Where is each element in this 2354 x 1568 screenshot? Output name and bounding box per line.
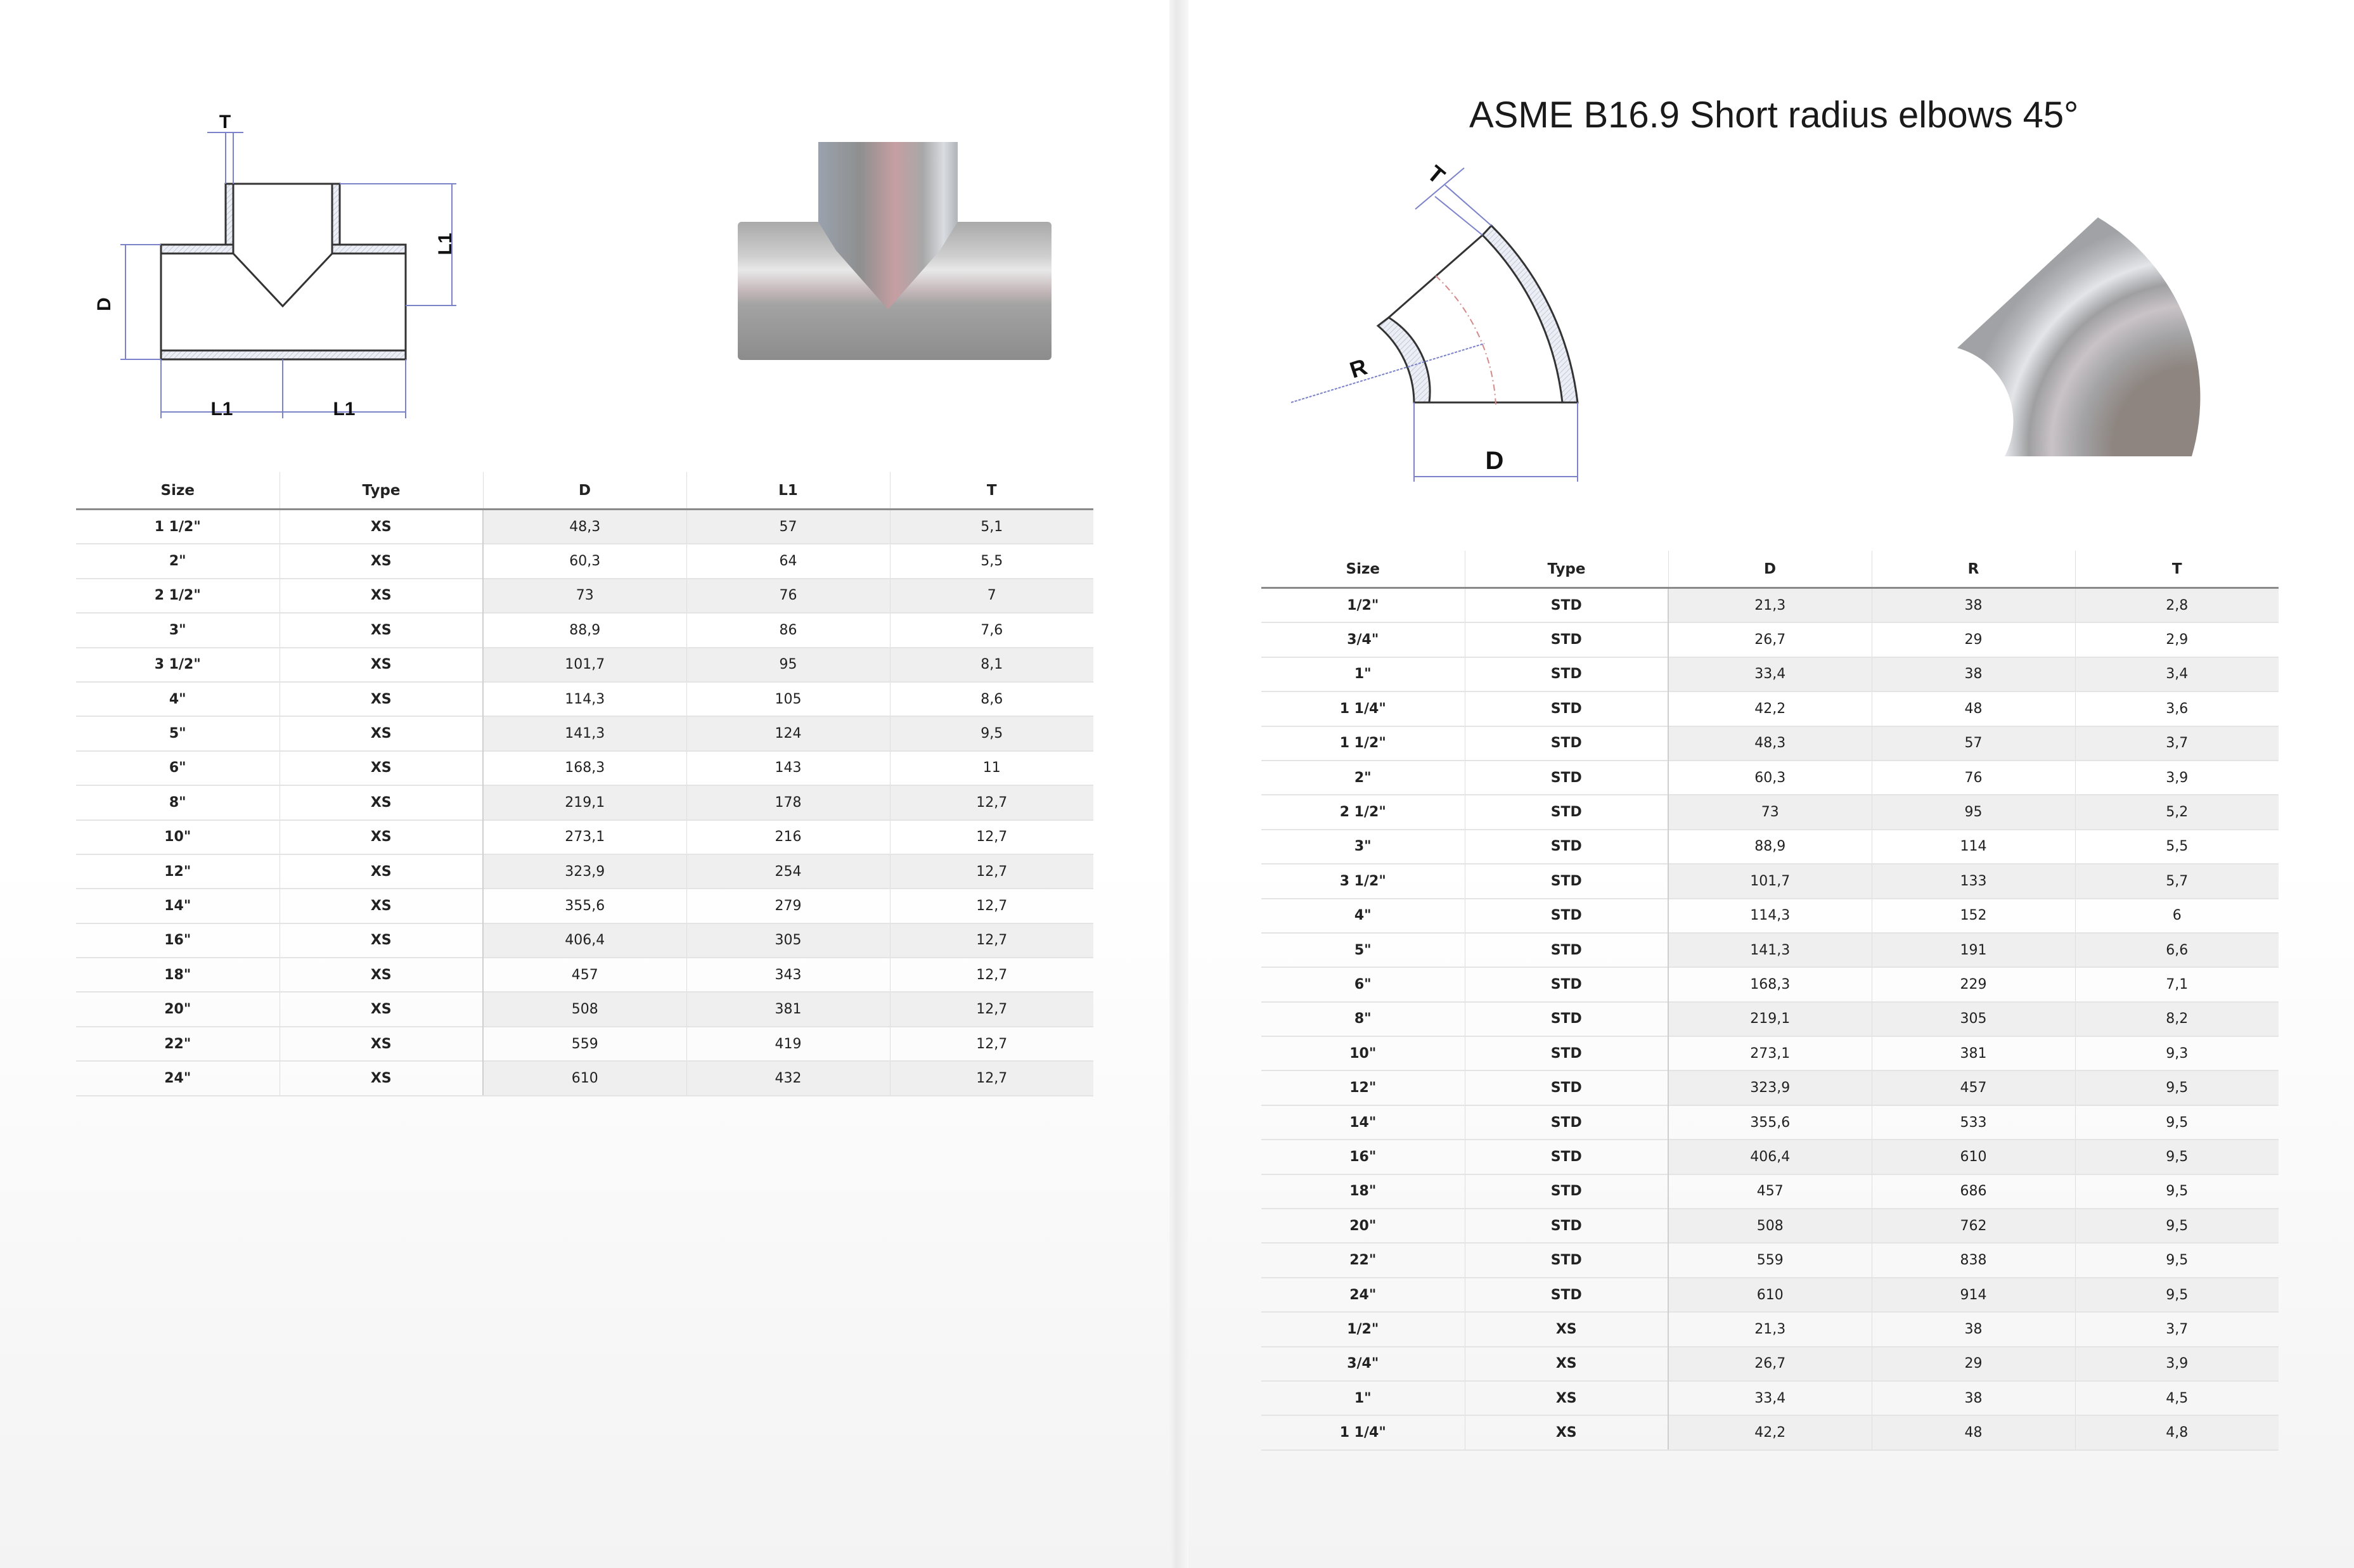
- table-row: [76, 751, 1093, 785]
- cell-size: 16": [1261, 1140, 1465, 1174]
- cell-t: 9,3: [2075, 1036, 2279, 1070]
- cell-2: 191: [1872, 933, 2075, 967]
- cell-type: XS: [280, 613, 483, 647]
- cell-d: 73: [483, 579, 686, 613]
- table-row: [1261, 1347, 2279, 1381]
- table-row: [76, 992, 1093, 1026]
- cell-size: 2 1/2": [1261, 795, 1465, 829]
- cell-2: 305: [686, 923, 890, 958]
- cell-d: 559: [1668, 1243, 1872, 1277]
- header-type: Type: [280, 472, 483, 510]
- cell-d: 508: [1668, 1209, 1872, 1243]
- cell-2: 57: [686, 510, 890, 544]
- cell-d: 273,1: [483, 820, 686, 854]
- cell-d: 141,3: [1668, 933, 1872, 967]
- cell-t: 12,7: [890, 1027, 1093, 1061]
- cell-type: XS: [280, 544, 483, 578]
- cell-d: 168,3: [483, 751, 686, 785]
- cell-2: 178: [686, 785, 890, 819]
- cell-t: 4,8: [2075, 1415, 2279, 1449]
- tee-label-l1-right: L1: [333, 399, 356, 420]
- cell-2: 381: [686, 992, 890, 1026]
- cell-type: STD: [1465, 761, 1668, 795]
- cell-size: 2": [76, 544, 280, 578]
- cell-size: 20": [76, 992, 280, 1026]
- cell-size: 12": [76, 854, 280, 889]
- cell-t: 5,1: [890, 510, 1093, 544]
- cell-d: 219,1: [1668, 1002, 1872, 1036]
- cell-d: 88,9: [1668, 830, 1872, 864]
- cell-d: 60,3: [1668, 761, 1872, 795]
- cell-d: 323,9: [483, 854, 686, 889]
- table-row: [76, 820, 1093, 854]
- table-row: [1261, 830, 2279, 864]
- cell-type: STD: [1465, 1036, 1668, 1070]
- elbow-45-dimension-diagram: [1280, 152, 1610, 532]
- cell-type: STD: [1465, 933, 1668, 967]
- cell-type: XS: [280, 579, 483, 613]
- cell-t: 3,7: [2075, 1312, 2279, 1346]
- table-row: [1261, 761, 2279, 795]
- elbow-table-body: [1261, 588, 2279, 1450]
- cell-t: 7,1: [2075, 967, 2279, 1001]
- table-row: [1261, 657, 2279, 691]
- cell-2: 133: [1872, 864, 2075, 898]
- cell-type: XS: [1465, 1381, 1668, 1415]
- cell-t: 2,8: [2075, 588, 2279, 623]
- cell-type: XS: [280, 820, 483, 854]
- cell-2: 29: [1872, 622, 2075, 657]
- cell-2: 114: [1872, 830, 2075, 864]
- cell-size: 2": [1261, 761, 1465, 795]
- equal-tee-render: [729, 136, 1052, 364]
- cell-d: 21,3: [1668, 1312, 1872, 1346]
- cell-2: 64: [686, 544, 890, 578]
- cell-2: 29: [1872, 1347, 2075, 1381]
- cell-size: 1 1/4": [1261, 1415, 1465, 1449]
- cell-size: 2 1/2": [76, 579, 280, 613]
- cell-size: 6": [1261, 967, 1465, 1001]
- page-gutter: [1169, 0, 1188, 1568]
- cell-t: 5,7: [2075, 864, 2279, 898]
- cell-size: 4": [1261, 899, 1465, 933]
- cell-2: 86: [686, 613, 890, 647]
- cell-type: XS: [280, 1061, 483, 1095]
- cell-d: 73: [1668, 795, 1872, 829]
- header-size: Size: [76, 472, 280, 510]
- cell-t: 8,1: [890, 648, 1093, 682]
- cell-type: STD: [1465, 1209, 1668, 1243]
- cell-size: 24": [1261, 1278, 1465, 1312]
- cell-2: 914: [1872, 1278, 2075, 1312]
- cell-d: 219,1: [483, 785, 686, 819]
- elbow-dimensions-table: [1261, 551, 2279, 1451]
- cell-d: 88,9: [483, 613, 686, 647]
- cell-d: 42,2: [1668, 691, 1872, 726]
- cell-t: 9,5: [2075, 1278, 2279, 1312]
- cell-size: 3": [76, 613, 280, 647]
- cell-size: 3": [1261, 830, 1465, 864]
- cell-type: STD: [1465, 622, 1668, 657]
- table-row: [76, 1027, 1093, 1061]
- cell-t: 9,5: [2075, 1209, 2279, 1243]
- cell-2: 57: [1872, 726, 2075, 761]
- cell-2: 152: [1872, 899, 2075, 933]
- cell-2: 229: [1872, 967, 2075, 1001]
- cell-type: STD: [1465, 795, 1668, 829]
- cell-2: 76: [686, 579, 890, 613]
- cell-2: 419: [686, 1027, 890, 1061]
- table-row: [76, 579, 1093, 613]
- header-l1: L1: [686, 472, 890, 510]
- cell-t: 9,5: [2075, 1174, 2279, 1209]
- cell-2: 143: [686, 751, 890, 785]
- cell-size: 1": [1261, 1381, 1465, 1415]
- cell-2: 124: [686, 716, 890, 750]
- table-row: [1261, 899, 2279, 933]
- table-row: [1261, 1070, 2279, 1105]
- cell-2: 457: [1872, 1070, 2075, 1105]
- cell-type: STD: [1465, 1174, 1668, 1209]
- table-row: [1261, 622, 2279, 657]
- cell-2: 838: [1872, 1243, 2075, 1277]
- cell-t: 3,4: [2075, 657, 2279, 691]
- cell-size: 12": [1261, 1070, 1465, 1105]
- cell-type: XS: [280, 854, 483, 889]
- table-row: [76, 510, 1093, 544]
- header-t: T: [2075, 551, 2279, 588]
- cell-d: 21,3: [1668, 588, 1872, 623]
- cell-type: XS: [280, 751, 483, 785]
- table-row: [1261, 795, 2279, 829]
- cell-d: 48,3: [1668, 726, 1872, 761]
- table-row: [76, 889, 1093, 923]
- cell-d: 33,4: [1668, 1381, 1872, 1415]
- cell-t: 4,5: [2075, 1381, 2279, 1415]
- tee-dimension-diagram: [89, 101, 482, 431]
- cell-type: STD: [1465, 1278, 1668, 1312]
- cell-2: 105: [686, 682, 890, 716]
- cell-size: 6": [76, 751, 280, 785]
- elbow-45-render: [1952, 212, 2206, 459]
- cell-type: STD: [1465, 691, 1668, 726]
- cell-type: XS: [280, 1027, 483, 1061]
- cell-t: 12,7: [890, 1061, 1093, 1095]
- table-row: [1261, 1002, 2279, 1036]
- cell-size: 20": [1261, 1209, 1465, 1243]
- header-d: D: [483, 472, 686, 510]
- cell-t: 12,7: [890, 889, 1093, 923]
- table-row: [1261, 933, 2279, 967]
- cell-t: 12,7: [890, 958, 1093, 992]
- cell-type: XS: [1465, 1415, 1668, 1449]
- cell-type: STD: [1465, 967, 1668, 1001]
- elbow-label-r: R: [1346, 353, 1370, 383]
- cell-2: 343: [686, 958, 890, 992]
- table-row: [1261, 588, 2279, 623]
- cell-size: 5": [1261, 933, 1465, 967]
- table-row: [1261, 1415, 2279, 1449]
- cell-d: 273,1: [1668, 1036, 1872, 1070]
- cell-2: 533: [1872, 1105, 2075, 1140]
- table-row: [1261, 726, 2279, 761]
- cell-2: 762: [1872, 1209, 2075, 1243]
- table-row: [76, 923, 1093, 958]
- cell-d: 114,3: [1668, 899, 1872, 933]
- elbow-label-t: T: [1422, 160, 1450, 190]
- cell-d: 406,4: [1668, 1140, 1872, 1174]
- cell-2: 48: [1872, 691, 2075, 726]
- cell-d: 406,4: [483, 923, 686, 958]
- table-row: [76, 1061, 1093, 1095]
- table-row: [76, 544, 1093, 578]
- cell-size: 3/4": [1261, 622, 1465, 657]
- cell-type: STD: [1465, 657, 1668, 691]
- tee-label-l1-branch: L1: [435, 233, 456, 255]
- cell-type: STD: [1465, 726, 1668, 761]
- cell-t: 7,6: [890, 613, 1093, 647]
- table-row: [76, 648, 1093, 682]
- cell-t: 5,5: [2075, 830, 2279, 864]
- cell-2: 38: [1872, 1381, 2075, 1415]
- cell-2: 305: [1872, 1002, 2075, 1036]
- cell-type: XS: [280, 923, 483, 958]
- cell-size: 3 1/2": [1261, 864, 1465, 898]
- cell-2: 432: [686, 1061, 890, 1095]
- cell-d: 114,3: [483, 682, 686, 716]
- cell-t: 6,6: [2075, 933, 2279, 967]
- cell-t: 3,9: [2075, 1347, 2279, 1381]
- cell-d: 323,9: [1668, 1070, 1872, 1105]
- cell-type: XS: [280, 958, 483, 992]
- cell-type: XS: [280, 682, 483, 716]
- cell-2: 76: [1872, 761, 2075, 795]
- cell-size: 10": [76, 820, 280, 854]
- cell-d: 508: [483, 992, 686, 1026]
- cell-t: 2,9: [2075, 622, 2279, 657]
- cell-2: 48: [1872, 1415, 2075, 1449]
- cell-size: 5": [76, 716, 280, 750]
- table-row: [76, 854, 1093, 889]
- cell-t: 8,2: [2075, 1002, 2279, 1036]
- page-title: ASME B16.9 Short radius elbows 45°: [1469, 94, 2079, 136]
- cell-d: 610: [483, 1061, 686, 1095]
- cell-d: 355,6: [483, 889, 686, 923]
- cell-size: 18": [76, 958, 280, 992]
- cell-type: STD: [1465, 830, 1668, 864]
- cell-2: 279: [686, 889, 890, 923]
- table-header-row: [76, 472, 1093, 510]
- cell-t: 12,7: [890, 785, 1093, 819]
- cell-size: 1 1/4": [1261, 691, 1465, 726]
- cell-size: 22": [76, 1027, 280, 1061]
- cell-type: STD: [1465, 588, 1668, 623]
- tee-label-t: T: [219, 112, 231, 132]
- cell-size: 1/2": [1261, 588, 1465, 623]
- table-row: [76, 682, 1093, 716]
- cell-size: 3 1/2": [76, 648, 280, 682]
- cell-t: 5,2: [2075, 795, 2279, 829]
- cell-2: 216: [686, 820, 890, 854]
- cell-d: 355,6: [1668, 1105, 1872, 1140]
- header-type: Type: [1465, 551, 1668, 588]
- cell-type: STD: [1465, 899, 1668, 933]
- cell-t: 3,9: [2075, 761, 2279, 795]
- table-row: [76, 785, 1093, 819]
- table-row: [1261, 1209, 2279, 1243]
- cell-d: 48,3: [483, 510, 686, 544]
- cell-type: XS: [280, 510, 483, 544]
- cell-d: 457: [483, 958, 686, 992]
- cell-2: 254: [686, 854, 890, 889]
- header-r: R: [1872, 551, 2075, 588]
- table-row: [1261, 1140, 2279, 1174]
- cell-t: 9,5: [890, 716, 1093, 750]
- cell-t: 12,7: [890, 854, 1093, 889]
- cell-d: 457: [1668, 1174, 1872, 1209]
- cell-size: 4": [76, 682, 280, 716]
- cell-d: 26,7: [1668, 1347, 1872, 1381]
- cell-t: 3,7: [2075, 726, 2279, 761]
- cell-size: 14": [1261, 1105, 1465, 1140]
- cell-type: STD: [1465, 1105, 1668, 1140]
- table-row: [1261, 1036, 2279, 1070]
- table-row: [1261, 1381, 2279, 1415]
- cell-d: 559: [483, 1027, 686, 1061]
- cell-size: 1/2": [1261, 1312, 1465, 1346]
- table-row: [1261, 1278, 2279, 1312]
- cell-t: 9,5: [2075, 1070, 2279, 1105]
- tee-label-d: D: [94, 297, 115, 311]
- table-row: [1261, 1174, 2279, 1209]
- cell-2: 95: [1872, 795, 2075, 829]
- cell-t: 6: [2075, 899, 2279, 933]
- cell-2: 381: [1872, 1036, 2075, 1070]
- table-row: [1261, 1312, 2279, 1346]
- elbow-label-d: D: [1485, 447, 1504, 475]
- cell-type: XS: [280, 785, 483, 819]
- cell-type: STD: [1465, 1140, 1668, 1174]
- header-t: T: [890, 472, 1093, 510]
- cell-2: 95: [686, 648, 890, 682]
- cell-size: 8": [1261, 1002, 1465, 1036]
- table-row: [1261, 967, 2279, 1001]
- cell-2: 38: [1872, 588, 2075, 623]
- cell-type: STD: [1465, 864, 1668, 898]
- cell-d: 141,3: [483, 716, 686, 750]
- cell-t: 12,7: [890, 992, 1093, 1026]
- cell-type: XS: [280, 889, 483, 923]
- cell-size: 1 1/2": [76, 510, 280, 544]
- cell-size: 1 1/2": [1261, 726, 1465, 761]
- table-row: [1261, 1243, 2279, 1277]
- tee-dimensions-table: [76, 472, 1093, 1096]
- table-row: [76, 716, 1093, 750]
- table-row: [76, 958, 1093, 992]
- cell-d: 101,7: [483, 648, 686, 682]
- tee-label-l1-left: L1: [210, 399, 233, 420]
- cell-d: 610: [1668, 1278, 1872, 1312]
- cell-d: 101,7: [1668, 864, 1872, 898]
- cell-type: XS: [280, 648, 483, 682]
- cell-size: 10": [1261, 1036, 1465, 1070]
- cell-size: 1": [1261, 657, 1465, 691]
- cell-d: 168,3: [1668, 967, 1872, 1001]
- cell-type: XS: [1465, 1347, 1668, 1381]
- cell-size: 24": [76, 1061, 280, 1095]
- header-d: D: [1668, 551, 1872, 588]
- cell-size: 22": [1261, 1243, 1465, 1277]
- table-row: [1261, 864, 2279, 898]
- cell-d: 60,3: [483, 544, 686, 578]
- cell-2: 38: [1872, 657, 2075, 691]
- cell-size: 16": [76, 923, 280, 958]
- cell-t: 11: [890, 751, 1093, 785]
- cell-t: 9,5: [2075, 1140, 2279, 1174]
- cell-2: 686: [1872, 1174, 2075, 1209]
- table-header-row: [1261, 551, 2279, 588]
- cell-type: XS: [280, 992, 483, 1026]
- cell-type: STD: [1465, 1243, 1668, 1277]
- table-row: [76, 613, 1093, 647]
- cell-t: 5,5: [890, 544, 1093, 578]
- table-row: [1261, 1105, 2279, 1140]
- cell-type: XS: [1465, 1312, 1668, 1346]
- header-size: Size: [1261, 551, 1465, 588]
- cell-t: 9,5: [2075, 1243, 2279, 1277]
- cell-type: STD: [1465, 1002, 1668, 1036]
- cell-2: 38: [1872, 1312, 2075, 1346]
- cell-d: 33,4: [1668, 657, 1872, 691]
- cell-t: 3,6: [2075, 691, 2279, 726]
- cell-t: 7: [890, 579, 1093, 613]
- cell-t: 8,6: [890, 682, 1093, 716]
- cell-t: 12,7: [890, 923, 1093, 958]
- tee-table-body: [76, 510, 1093, 1096]
- cell-t: 12,7: [890, 820, 1093, 854]
- cell-t: 9,5: [2075, 1105, 2279, 1140]
- cell-2: 610: [1872, 1140, 2075, 1174]
- cell-type: XS: [280, 716, 483, 750]
- table-row: [1261, 691, 2279, 726]
- cell-d: 42,2: [1668, 1415, 1872, 1449]
- cell-size: 8": [76, 785, 280, 819]
- cell-type: STD: [1465, 1070, 1668, 1105]
- cell-size: 18": [1261, 1174, 1465, 1209]
- cell-d: 26,7: [1668, 622, 1872, 657]
- cell-size: 14": [76, 889, 280, 923]
- cell-size: 3/4": [1261, 1347, 1465, 1381]
